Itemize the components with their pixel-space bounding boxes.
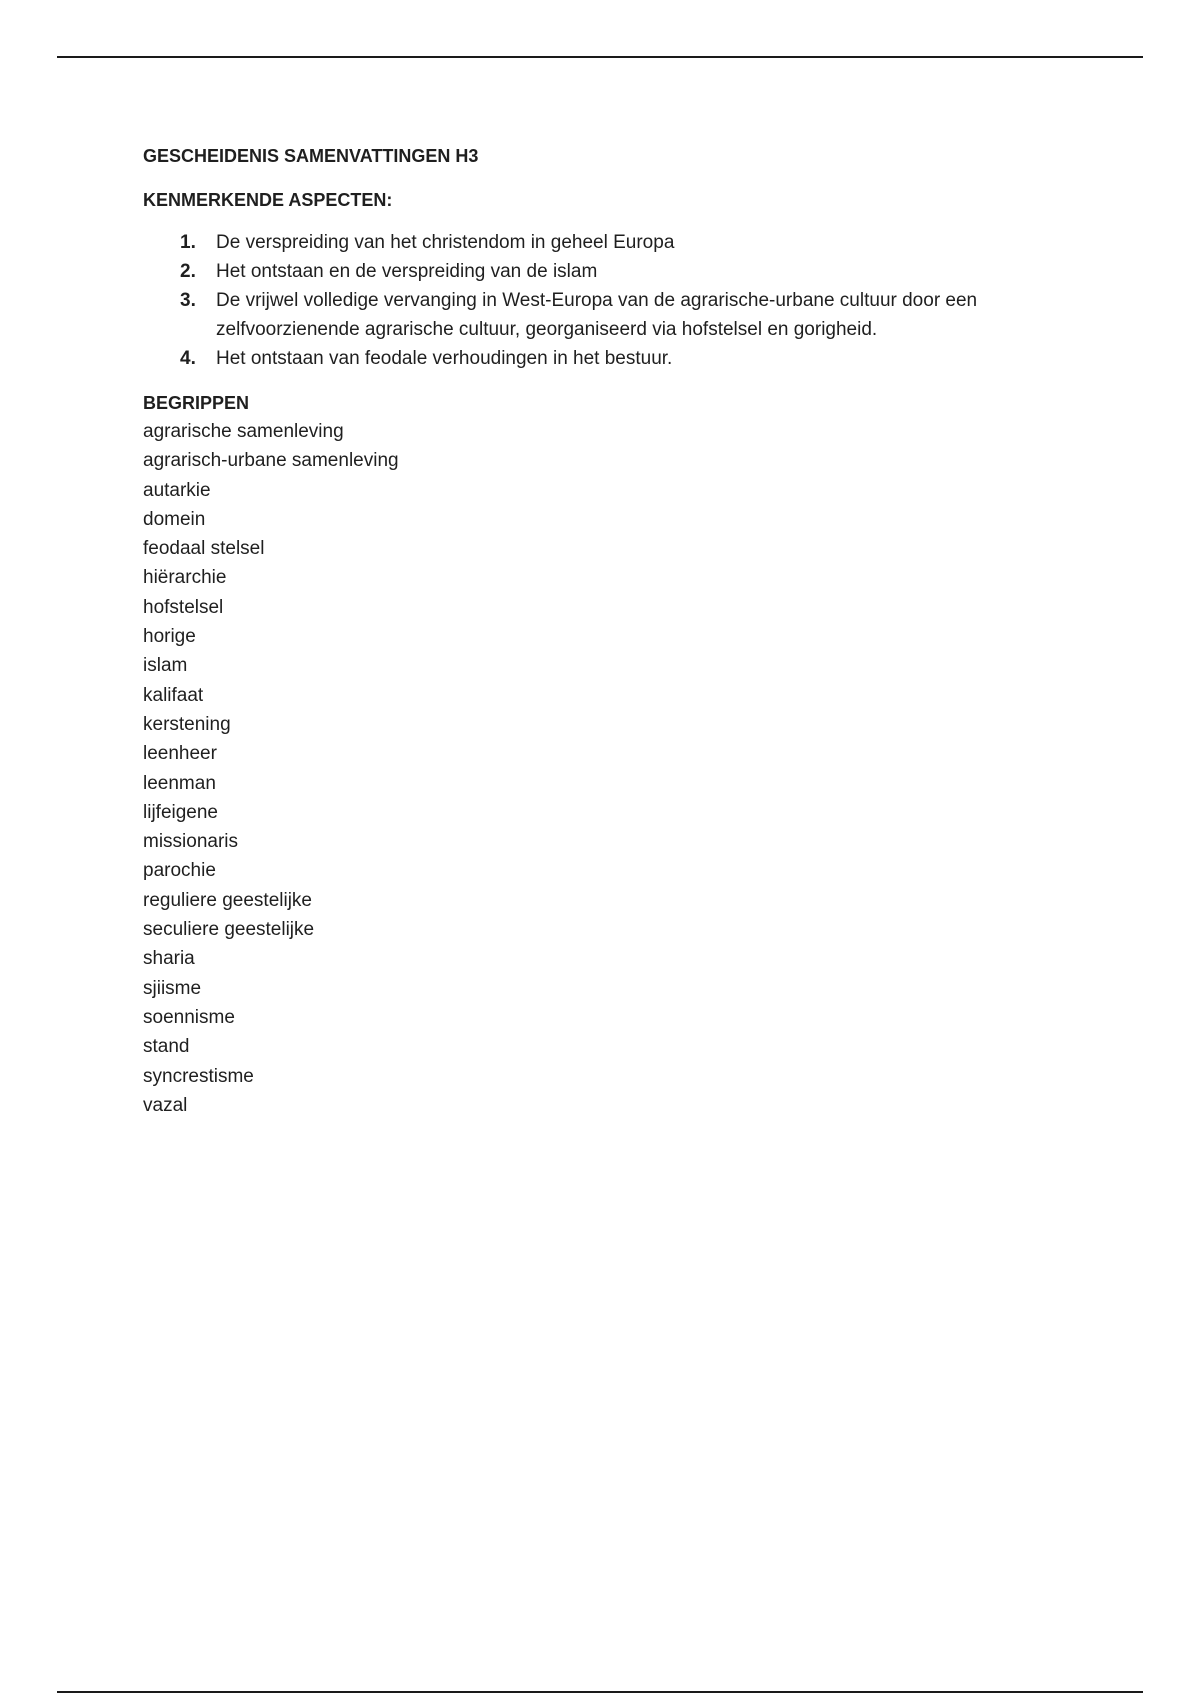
aspect-text: Het ontstaan van feodale verhoudingen in het bestuur.: [216, 348, 673, 369]
term-item: horige: [143, 626, 196, 648]
term-item: stand: [143, 1036, 190, 1058]
term-item: sharia: [143, 948, 195, 970]
term-item: sjiisme: [143, 977, 202, 999]
aspect-item: [180, 257, 1063, 286]
term-item: reguliere geestelijke: [143, 889, 312, 911]
term-item: leenheer: [143, 743, 217, 765]
footer-rule: [57, 1691, 1143, 1693]
document-title: GESCHEIDENIS SAMENVATTINGEN H3: [143, 146, 479, 166]
term-item: hofstelsel: [143, 596, 224, 618]
term-item: islam: [143, 655, 188, 677]
aspect-text: Het ontstaan en de verspreiding van de islam: [216, 261, 598, 282]
terms-list: [143, 417, 1063, 1120]
term-item: lijfeigene: [143, 801, 218, 823]
aspect-text: De vrijwel volledige vervanging in West-Europa van de agrarische-urbane cultuur door een zelfvoorzienende agrarische cultuur, georganiseerd via hofstelsel en gorigheid.: [216, 290, 978, 340]
term-item: autarkie: [143, 479, 211, 501]
header-rule: [57, 56, 1143, 58]
term-item: kerstening: [143, 713, 231, 735]
terms-heading: BEGRIPPEN: [143, 393, 250, 413]
aspect-item: [180, 286, 1063, 344]
term-item: parochie: [143, 860, 216, 882]
aspect-item: [180, 344, 1063, 373]
aspects-list: [143, 228, 1063, 373]
term-item: agrarisch-urbane samenleving: [143, 450, 399, 472]
term-item: agrarische samenleving: [143, 421, 344, 442]
term-item: vazal: [143, 1094, 188, 1116]
aspect-text: De verspreiding van het christendom in geheel Europa: [216, 232, 675, 253]
aspect-number: 3.: [180, 290, 196, 311]
aspect-item: [180, 228, 1063, 257]
document-body: [143, 142, 1063, 1120]
term-item: seculiere geestelijke: [143, 919, 315, 941]
term-item: soennisme: [143, 1006, 235, 1028]
term-item: hiërarchie: [143, 567, 227, 589]
aspect-number: 2.: [180, 261, 196, 282]
aspect-number: 1.: [180, 232, 196, 253]
term-item: feodaal stelsel: [143, 538, 265, 560]
term-item: leenman: [143, 772, 216, 794]
term-item: syncrestisme: [143, 1065, 254, 1087]
term-item: kalifaat: [143, 684, 204, 706]
term-item: missionaris: [143, 831, 239, 853]
aspects-heading: KENMERKENDE ASPECTEN:: [143, 190, 393, 210]
aspect-number: 4.: [180, 348, 196, 369]
term-item: domein: [143, 508, 206, 530]
